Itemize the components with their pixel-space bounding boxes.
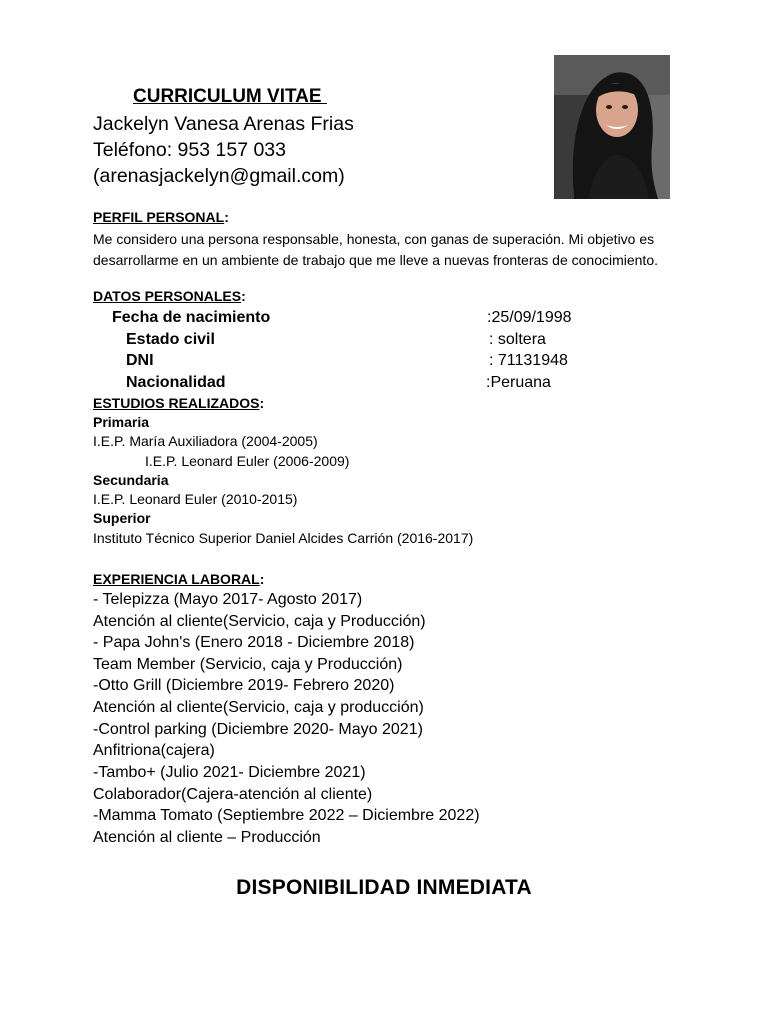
exp-line: Colaborador(Cajera-atención al cliente) [93,786,373,803]
availability-statement: DISPONIBILIDAD INMEDIATA [236,876,532,899]
dob-value: :25/09/1998 [487,309,572,326]
perfil-heading: PERFIL PERSONAL: [93,209,229,225]
perfil-text: Me considero una persona responsable, honesta, con ganas de superación. Mi objetivo es desarrollarme en un ambiente de trabajo que me lleve a nuevas fronteras de conocimiento. [93,231,658,268]
dob-label: Fecha de nacimiento [112,309,271,326]
exp-line: Atención al cliente(Servicio, caja y Producción) [93,613,426,630]
experiencia-heading: EXPERIENCIA LABORAL: [93,571,265,587]
exp-line: - Telepizza (Mayo 2017- Agosto 2017) [93,591,363,608]
candidate-name: Jackelyn Vanesa Arenas Frias [93,113,354,135]
exp-line: Atención al cliente – Producción [93,829,321,846]
superior-label: Superior [93,510,151,526]
exp-line: Team Member (Servicio, caja y Producción) [93,656,403,673]
exp-line: - Papa John's (Enero 2018 - Diciembre 2018) [93,634,415,651]
phone-line: Teléfono: 953 157 033 [93,139,287,161]
datos-heading: DATOS PERSONALES: [93,288,246,304]
nationality-label: Nacionalidad [126,374,226,391]
exp-line: Atención al cliente(Servicio, caja y producción) [93,699,424,716]
secundaria-school: I.E.P. Leonard Euler (2010-2015) [93,491,298,507]
profile-photo-image [554,55,670,199]
superior-school: Instituto Técnico Superior Daniel Alcides Carrión (2016-2017) [93,530,474,546]
exp-line: Anfitriona(cajera) [93,742,215,759]
primaria-label: Primaria [93,414,150,430]
civil-status-label: Estado civil [126,331,215,348]
secundaria-label: Secundaria [93,472,169,488]
nationality-value: :Peruana [486,374,551,391]
exp-line: -Tambo+ (Julio 2021- Diciembre 2021) [93,764,366,781]
dni-value: : 71131948 [489,352,568,369]
exp-line: -Otto Grill (Diciembre 2019- Febrero 2020) [93,677,395,694]
estudios-heading: ESTUDIOS REALIZADOS: [93,395,265,411]
document-title: CURRICULUM VITAE [133,86,327,107]
primaria-school-1: I.E.P. María Auxiliadora (2004-2005) [93,433,318,449]
exp-line: -Mamma Tomato (Septiembre 2022 – Diciembre 2022) [93,807,480,824]
primaria-school-2: I.E.P. Leonard Euler (2006-2009) [145,453,350,469]
profile-photo [554,55,670,199]
exp-line: -Control parking (Diciembre 2020- Mayo 2021) [93,721,423,738]
email-line: (arenasjackelyn@gmail.com) [93,165,345,187]
dni-label: DNI [126,352,154,369]
civil-status-value: : soltera [489,331,546,348]
